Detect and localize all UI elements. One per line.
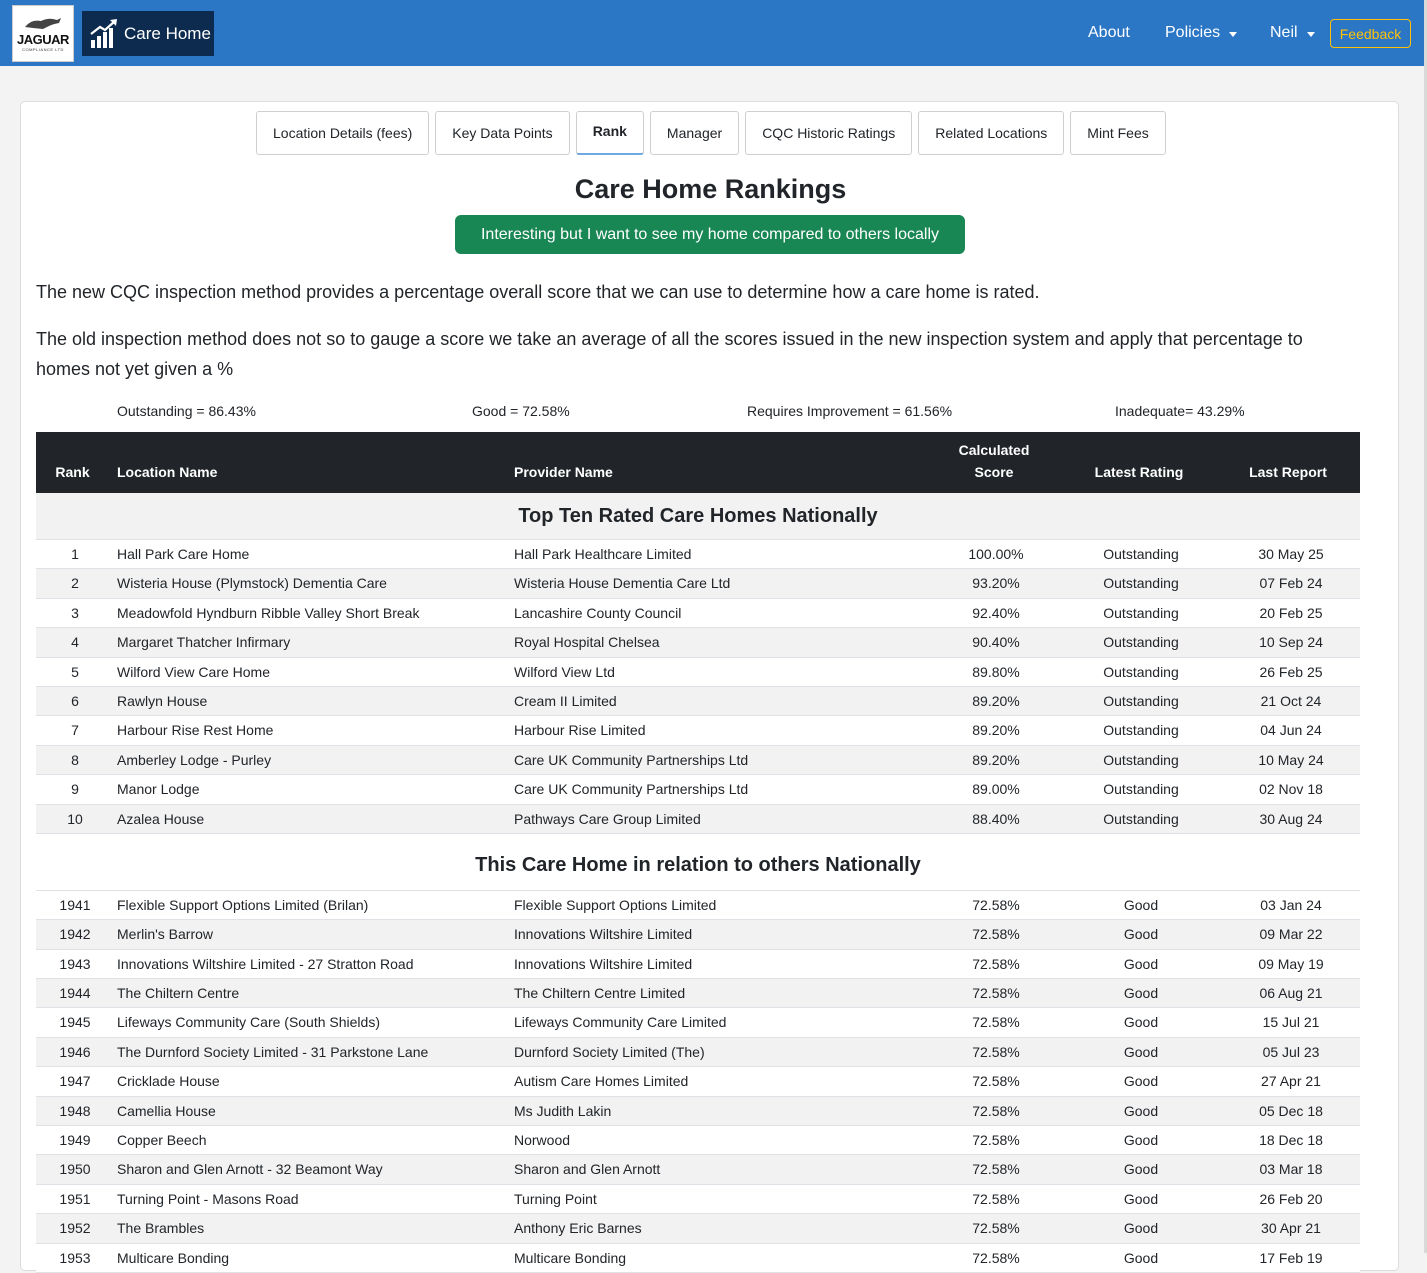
location-name-cell: Rawlyn House xyxy=(117,692,208,709)
intro-paragraph-new-method: The new CQC inspection method provides a percentage overall score that we can use to determine how a care home is rated. xyxy=(36,282,1040,302)
table-row xyxy=(36,1244,1360,1273)
national-rows xyxy=(36,891,1360,1273)
rank-cell: 1947 xyxy=(59,1073,91,1090)
location-name-cell: Flexible Support Options Limited (Brilan) xyxy=(117,896,369,913)
last-report-cell: 05 Dec 18 xyxy=(1259,1102,1323,1119)
section-top-ten: Top Ten Rated Care Homes Nationally xyxy=(36,493,1360,540)
feedback-button[interactable]: Feedback xyxy=(1330,19,1411,48)
score-cell: 72.58% xyxy=(972,1014,1020,1031)
provider-name-cell: Innovations Wiltshire Limited xyxy=(514,926,693,943)
table-row xyxy=(36,569,1360,598)
provider-name-cell: Durnford Society Limited (The) xyxy=(514,1043,705,1060)
jaguar-cat-icon xyxy=(23,15,63,33)
score-cell: 72.58% xyxy=(972,1161,1020,1178)
caret-down-icon xyxy=(1307,32,1315,37)
provider-name-cell: Hall Park Healthcare Limited xyxy=(514,546,692,562)
table-row xyxy=(36,746,1360,775)
rank-cell: 8 xyxy=(71,751,79,768)
score-cell: 72.58% xyxy=(972,926,1020,943)
last-report-cell: 09 Mar 22 xyxy=(1259,926,1323,943)
provider-name-cell: Sharon and Glen Arnott xyxy=(514,1161,661,1178)
table-row xyxy=(36,805,1360,834)
table-row xyxy=(36,1038,1360,1067)
tab-mint-fees[interactable]: Mint Fees xyxy=(1070,111,1165,155)
rating-cell: Good xyxy=(1123,1073,1159,1090)
last-report-cell: 30 May 25 xyxy=(1258,546,1324,562)
nav-about-label: About xyxy=(1088,24,1130,41)
table-row xyxy=(36,1067,1360,1096)
score-cell: 93.20% xyxy=(972,575,1020,592)
brand-care-home[interactable] xyxy=(82,11,214,56)
header-latest-rating: Latest Rating xyxy=(1094,464,1184,480)
location-name-cell: Innovations Wiltshire Limited - 27 Stratton Road xyxy=(117,955,414,972)
provider-name-cell: Royal Hospital Chelsea xyxy=(514,634,660,651)
rating-cell: Good xyxy=(1123,985,1159,1002)
rank-cell: 1946 xyxy=(59,1043,91,1060)
last-report-cell: 21 Oct 24 xyxy=(1260,692,1322,709)
provider-name-cell: Ms Judith Lakin xyxy=(514,1102,612,1119)
rating-cell: Outstanding xyxy=(1103,604,1179,621)
location-name-cell: Azalea House xyxy=(117,810,205,827)
last-report-cell: 10 May 24 xyxy=(1258,751,1324,768)
location-name-cell: Copper Beech xyxy=(117,1132,207,1149)
rank-cell: 10 xyxy=(67,810,83,827)
score-cell: 89.00% xyxy=(972,781,1020,798)
rank-cell: 4 xyxy=(71,634,79,651)
nav-user-dropdown[interactable] xyxy=(1270,24,1315,42)
location-name-cell: The Durnford Society Limited - 31 Parkstone Lane xyxy=(117,1043,429,1060)
score-cell: 89.20% xyxy=(972,722,1020,739)
header-location-name: Location Name xyxy=(117,464,218,480)
last-report-cell: 26 Feb 25 xyxy=(1259,663,1323,680)
location-name-cell: Cricklade House xyxy=(117,1073,220,1090)
jaguar-logo[interactable] xyxy=(12,5,74,62)
score-cell: 92.40% xyxy=(972,604,1020,621)
nav-user-label: Neil xyxy=(1270,24,1298,41)
rank-cell: 2 xyxy=(71,575,79,592)
location-name-cell: Harbour Rise Rest Home xyxy=(117,722,274,739)
score-cell: 72.58% xyxy=(972,1102,1020,1119)
nav-about[interactable] xyxy=(1088,24,1130,42)
compare-locally-button[interactable]: Interesting but I want to see my home compared to others locally xyxy=(455,215,965,254)
score-cell: 72.58% xyxy=(972,1043,1020,1060)
header-score-line1: Calculated xyxy=(958,442,1030,458)
tab-location-details[interactable]: Location Details (fees) xyxy=(256,111,429,155)
rating-cell: Good xyxy=(1123,1190,1159,1207)
location-name-cell: Meadowfold Hyndburn Ribble Valley Short Break xyxy=(117,604,420,621)
tab-bar xyxy=(256,111,1172,155)
table-header xyxy=(36,432,1360,493)
location-name-cell: Manor Lodge xyxy=(117,781,200,798)
table-row xyxy=(36,658,1360,687)
last-report-cell: 26 Feb 20 xyxy=(1259,1190,1323,1207)
last-report-cell: 18 Dec 18 xyxy=(1259,1132,1323,1149)
rating-cell: Outstanding xyxy=(1103,722,1179,739)
rating-cell: Outstanding xyxy=(1103,781,1179,798)
nav-policies-dropdown[interactable] xyxy=(1165,24,1237,42)
provider-name-cell: Anthony Eric Barnes xyxy=(514,1220,642,1237)
score-cell: 72.58% xyxy=(972,955,1020,972)
caret-down-icon xyxy=(1229,32,1237,37)
score-cell: 89.20% xyxy=(972,692,1020,709)
rating-cell: Outstanding xyxy=(1103,575,1179,592)
rank-cell: 1953 xyxy=(59,1249,91,1266)
last-report-cell: 04 Jun 24 xyxy=(1260,722,1322,739)
rank-cell: 1948 xyxy=(59,1102,91,1119)
score-cell: 72.58% xyxy=(972,985,1020,1002)
location-name-cell: Wisteria House (Plymstock) Dementia Care xyxy=(117,575,387,592)
last-report-cell: 03 Jan 24 xyxy=(1260,896,1322,913)
rank-cell: 9 xyxy=(71,781,79,798)
average-inadequate: Inadequate= 43.29% xyxy=(1115,403,1245,419)
header-last-report: Last Report xyxy=(1249,464,1327,480)
rating-cell: Good xyxy=(1123,926,1159,943)
header-rank: Rank xyxy=(55,464,90,480)
header-provider-name: Provider Name xyxy=(514,464,613,480)
rank-cell: 1949 xyxy=(59,1132,91,1149)
score-cell: 72.58% xyxy=(972,896,1020,913)
location-name-cell: Turning Point - Masons Road xyxy=(117,1190,299,1207)
rank-cell: 6 xyxy=(71,692,79,709)
rank-cell: 5 xyxy=(71,663,79,680)
last-report-cell: 05 Jul 23 xyxy=(1262,1043,1320,1060)
rank-cell: 1942 xyxy=(59,926,91,943)
rank-cell: 7 xyxy=(71,722,79,739)
provider-name-cell: Norwood xyxy=(514,1132,571,1149)
score-cell: 89.80% xyxy=(972,663,1020,680)
location-name-cell: The Chiltern Centre xyxy=(117,985,240,1002)
rating-cell: Good xyxy=(1123,1249,1159,1266)
provider-name-cell: Harbour Rise Limited xyxy=(514,722,646,739)
score-cell: 89.20% xyxy=(972,751,1020,768)
provider-name-cell: Autism Care Homes Limited xyxy=(514,1073,689,1090)
location-name-cell: Lifeways Community Care (South Shields) xyxy=(117,1014,380,1031)
rank-cell: 1945 xyxy=(59,1014,91,1031)
section-national: This Care Home in relation to others Nationally xyxy=(36,834,1360,891)
rank-card xyxy=(20,101,1399,1271)
table-row xyxy=(36,599,1360,628)
location-name-cell: Camellia House xyxy=(117,1102,216,1119)
rating-cell: Good xyxy=(1123,1161,1159,1178)
header-score-line2: Score xyxy=(974,464,1014,480)
last-report-cell: 09 May 19 xyxy=(1258,955,1324,972)
tab-manager[interactable]: Manager xyxy=(650,111,739,155)
provider-name-cell: Care UK Community Partnerships Ltd xyxy=(514,751,749,768)
provider-name-cell: Care UK Community Partnerships Ltd xyxy=(514,781,749,798)
last-report-cell: 30 Apr 21 xyxy=(1261,1220,1321,1237)
table-row xyxy=(36,540,1360,569)
average-requires-improvement: Requires Improvement = 61.56% xyxy=(747,403,953,419)
table-row xyxy=(36,628,1360,657)
table-row xyxy=(36,1008,1360,1037)
rating-cell: Good xyxy=(1123,1220,1159,1237)
nav-policies-label: Policies xyxy=(1165,24,1221,41)
provider-name-cell: Lancashire County Council xyxy=(514,604,682,621)
location-name-cell: Sharon and Glen Arnott - 32 Beamont Way xyxy=(117,1161,383,1178)
table-row xyxy=(36,687,1360,716)
provider-name-cell: Flexible Support Options Limited xyxy=(514,896,717,913)
provider-name-cell: Turning Point xyxy=(514,1190,597,1207)
intro-paragraph-old-method: The old inspection method does not so to gauge a score we take an average of all the scores issued in the new inspection system and apply that percentage to homes not yet given a % xyxy=(36,329,1303,379)
last-report-cell: 03 Mar 18 xyxy=(1259,1161,1323,1178)
rating-cell: Outstanding xyxy=(1103,692,1179,709)
table-row xyxy=(36,1214,1360,1243)
bar-chart-growth-icon xyxy=(88,18,120,50)
provider-name-cell: Lifeways Community Care Limited xyxy=(514,1014,727,1031)
provider-name-cell: Innovations Wiltshire Limited xyxy=(514,955,693,972)
rating-cell: Outstanding xyxy=(1103,810,1179,827)
table-row xyxy=(36,1097,1360,1126)
rank-cell: 1943 xyxy=(59,955,91,972)
location-name-cell: Margaret Thatcher Infirmary xyxy=(117,634,291,651)
last-report-cell: 20 Feb 25 xyxy=(1259,604,1323,621)
jaguar-logo-text: JAGUAR xyxy=(17,32,69,47)
table-row xyxy=(36,950,1360,979)
score-cell: 90.40% xyxy=(972,634,1020,651)
rating-cell: Good xyxy=(1123,1043,1159,1060)
top-navbar xyxy=(0,0,1424,66)
last-report-cell: 06 Aug 21 xyxy=(1259,985,1323,1002)
location-name-cell: The Brambles xyxy=(117,1220,205,1237)
rating-cell: Outstanding xyxy=(1103,751,1179,768)
table-row xyxy=(36,1185,1360,1214)
last-report-cell: 10 Sep 24 xyxy=(1259,634,1323,651)
score-cell: 72.58% xyxy=(972,1220,1020,1237)
table-row xyxy=(36,979,1360,1008)
last-report-cell: 02 Nov 18 xyxy=(1259,781,1323,798)
table-row xyxy=(36,775,1360,804)
last-report-cell: 27 Apr 21 xyxy=(1261,1073,1321,1090)
location-name-cell: Multicare Bonding xyxy=(117,1249,230,1266)
table-row xyxy=(36,1126,1360,1155)
location-name-cell: Wilford View Care Home xyxy=(117,663,271,680)
rating-cell: Outstanding xyxy=(1103,634,1179,651)
score-cell: 72.58% xyxy=(972,1190,1020,1207)
top-ten-rows xyxy=(36,540,1360,834)
score-cell: 88.40% xyxy=(972,810,1020,827)
score-cell: 100.00% xyxy=(968,546,1024,562)
score-cell: 72.58% xyxy=(972,1249,1020,1266)
tab-cqc-historic-ratings[interactable]: CQC Historic Ratings xyxy=(745,111,912,155)
provider-name-cell: Wilford View Ltd xyxy=(514,663,615,680)
rank-cell: 3 xyxy=(71,604,79,621)
last-report-cell: 17 Feb 19 xyxy=(1259,1249,1323,1266)
rating-cell: Good xyxy=(1123,1102,1159,1119)
rankings-table xyxy=(36,432,1360,1273)
location-name-cell: Hall Park Care Home xyxy=(117,546,250,562)
brand-label: Care Home xyxy=(124,23,211,43)
table-row xyxy=(36,716,1360,745)
rating-cell: Good xyxy=(1123,896,1159,913)
page-title: Care Home Rankings xyxy=(574,174,847,204)
rank-cell: 1941 xyxy=(59,896,91,913)
average-good: Good = 72.58% xyxy=(472,403,570,419)
rating-cell: Good xyxy=(1123,1132,1159,1149)
provider-name-cell: Multicare Bonding xyxy=(514,1249,627,1266)
rating-cell: Outstanding xyxy=(1103,546,1179,562)
score-cell: 72.58% xyxy=(972,1073,1020,1090)
average-outstanding: Outstanding = 86.43% xyxy=(117,403,256,419)
tab-key-data-points[interactable]: Key Data Points xyxy=(435,111,569,155)
tab-rank[interactable]: Rank xyxy=(576,111,644,155)
rank-cell: 1 xyxy=(71,546,79,562)
rank-cell: 1952 xyxy=(59,1220,91,1237)
rank-cell: 1944 xyxy=(59,985,91,1002)
provider-name-cell: Pathways Care Group Limited xyxy=(514,810,701,827)
rank-cell: 1950 xyxy=(59,1161,91,1178)
rank-cell: 1951 xyxy=(59,1190,91,1207)
jaguar-logo-subtext: COMPLIANCE LTD xyxy=(22,47,64,52)
rating-cell: Good xyxy=(1123,955,1159,972)
last-report-cell: 30 Aug 24 xyxy=(1259,810,1323,827)
location-name-cell: Merlin's Barrow xyxy=(117,926,214,943)
provider-name-cell: The Chiltern Centre Limited xyxy=(514,985,686,1002)
location-name-cell: Amberley Lodge - Purley xyxy=(117,751,272,768)
last-report-cell: 07 Feb 24 xyxy=(1259,575,1323,592)
provider-name-cell: Wisteria House Dementia Care Ltd xyxy=(514,575,731,592)
rating-cell: Outstanding xyxy=(1103,663,1179,680)
tab-related-locations[interactable]: Related Locations xyxy=(918,111,1064,155)
provider-name-cell: Cream II Limited xyxy=(514,692,617,709)
table-row xyxy=(36,920,1360,949)
rating-cell: Good xyxy=(1123,1014,1159,1031)
score-cell: 72.58% xyxy=(972,1132,1020,1149)
table-row xyxy=(36,891,1360,920)
table-row xyxy=(36,1155,1360,1184)
last-report-cell: 15 Jul 21 xyxy=(1262,1014,1320,1031)
